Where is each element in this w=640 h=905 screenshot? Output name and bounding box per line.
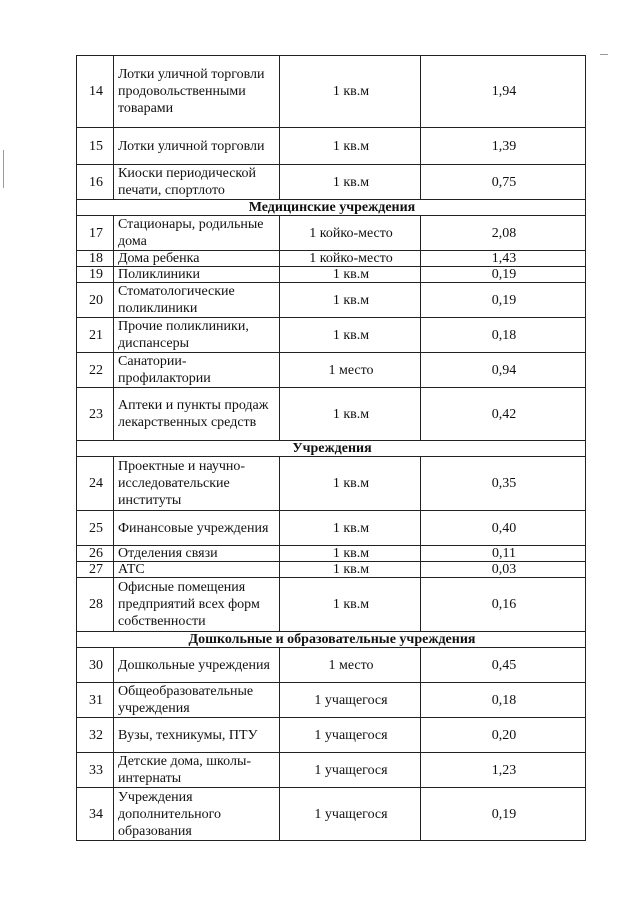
- row-name: Киоски периодической печати, спортлото: [114, 165, 280, 200]
- row-unit: 1 кв.м: [280, 388, 421, 441]
- row-name: Отделения связи: [114, 546, 280, 562]
- row-number: 17: [77, 216, 114, 251]
- row-name: Дома ребенка: [114, 251, 280, 267]
- row-unit: 1 кв.м: [280, 546, 421, 562]
- row-unit: 1 кв.м: [280, 457, 421, 511]
- row-unit: 1 кв.м: [280, 128, 421, 165]
- table-row: [77, 165, 586, 200]
- row-number: 15: [77, 128, 114, 165]
- row-name: АТС: [114, 562, 280, 578]
- row-number: 14: [77, 56, 114, 128]
- row-value: 0,16: [421, 578, 586, 632]
- row-value: 0,18: [421, 683, 586, 718]
- row-number: 18: [77, 251, 114, 267]
- row-unit: 1 учащегося: [280, 683, 421, 718]
- row-value: 0,11: [421, 546, 586, 562]
- row-name: Санатории-профилактории: [114, 353, 280, 388]
- row-number: 25: [77, 511, 114, 546]
- row-unit: 1 кв.м: [280, 165, 421, 200]
- row-value: 1,39: [421, 128, 586, 165]
- row-number: 16: [77, 165, 114, 200]
- section-title: Учреждения: [77, 441, 586, 457]
- table-row: [77, 251, 586, 267]
- row-value: 0,35: [421, 457, 586, 511]
- row-name: Прочие поликлиники, диспансеры: [114, 318, 280, 353]
- table-row: [77, 578, 586, 632]
- row-value: 1,43: [421, 251, 586, 267]
- row-value: 0,19: [421, 267, 586, 283]
- row-unit: 1 кв.м: [280, 267, 421, 283]
- row-name: Финансовые учреждения: [114, 511, 280, 546]
- row-value: 0,75: [421, 165, 586, 200]
- row-name: Офисные помещения предприятий всех форм собственности: [114, 578, 280, 632]
- table-row: [77, 546, 586, 562]
- row-value: 0,45: [421, 648, 586, 683]
- row-unit: 1 кв.м: [280, 56, 421, 128]
- table-row: [77, 216, 586, 251]
- row-name: Поликлиники: [114, 267, 280, 283]
- row-value: 0,03: [421, 562, 586, 578]
- row-name: Лотки уличной торговли продовольственными товарами: [114, 56, 280, 128]
- scan-margin-mark: [3, 150, 4, 188]
- row-value: 1,23: [421, 753, 586, 788]
- row-number: 21: [77, 318, 114, 353]
- tariff-table: [76, 55, 586, 841]
- row-value: 0,19: [421, 788, 586, 841]
- row-name: Проектные и научно-исследовательские институты: [114, 457, 280, 511]
- table-row: [77, 267, 586, 283]
- table-row: [77, 718, 586, 753]
- table-row: [77, 318, 586, 353]
- row-name: Вузы, техникумы, ПТУ: [114, 718, 280, 753]
- row-value: 0,42: [421, 388, 586, 441]
- row-unit: 1 место: [280, 648, 421, 683]
- row-value: 0,18: [421, 318, 586, 353]
- row-unit: 1 учащегося: [280, 788, 421, 841]
- row-number: 30: [77, 648, 114, 683]
- table-row: [77, 511, 586, 546]
- row-value: 0,19: [421, 283, 586, 318]
- table-row: [77, 648, 586, 683]
- row-value: 0,40: [421, 511, 586, 546]
- row-number: 31: [77, 683, 114, 718]
- table-row: [77, 56, 586, 128]
- row-unit: 1 кв.м: [280, 318, 421, 353]
- row-unit: 1 кв.м: [280, 283, 421, 318]
- row-name: Стационары, родильные дома: [114, 216, 280, 251]
- section-title: Медицинские учреждения: [77, 200, 586, 216]
- row-number: 20: [77, 283, 114, 318]
- row-unit: 1 учащегося: [280, 718, 421, 753]
- table-row: [77, 753, 586, 788]
- row-unit: 1 койко-место: [280, 251, 421, 267]
- table-row: [77, 457, 586, 511]
- row-number: 34: [77, 788, 114, 841]
- row-number: 19: [77, 267, 114, 283]
- row-unit: 1 кв.м: [280, 578, 421, 632]
- table-row: [77, 283, 586, 318]
- row-value: 0,94: [421, 353, 586, 388]
- table-row: [77, 388, 586, 441]
- row-unit: 1 учащегося: [280, 753, 421, 788]
- section-title: Дошкольные и образовательные учреждения: [77, 632, 586, 648]
- row-number: 28: [77, 578, 114, 632]
- scan-margin-mark: [600, 54, 608, 55]
- row-value: 2,08: [421, 216, 586, 251]
- row-number: 33: [77, 753, 114, 788]
- row-unit: 1 кв.м: [280, 562, 421, 578]
- row-number: 24: [77, 457, 114, 511]
- row-unit: 1 койко-место: [280, 216, 421, 251]
- row-name: Детские дома, школы-интернаты: [114, 753, 280, 788]
- table-row: [77, 788, 586, 841]
- table-row: [77, 128, 586, 165]
- section-header-row: [77, 632, 586, 648]
- table-row: [77, 562, 586, 578]
- row-unit: 1 место: [280, 353, 421, 388]
- row-name: Учреждения дополнительного образования: [114, 788, 280, 841]
- row-name: Лотки уличной торговли: [114, 128, 280, 165]
- row-unit: 1 кв.м: [280, 511, 421, 546]
- table-row: [77, 353, 586, 388]
- row-value: 0,20: [421, 718, 586, 753]
- table-row: [77, 683, 586, 718]
- row-number: 32: [77, 718, 114, 753]
- row-number: 22: [77, 353, 114, 388]
- row-value: 1,94: [421, 56, 586, 128]
- row-name: Общеобразовательные учреждения: [114, 683, 280, 718]
- row-number: 27: [77, 562, 114, 578]
- row-name: Аптеки и пункты продаж лекарственных средств: [114, 388, 280, 441]
- row-number: 23: [77, 388, 114, 441]
- row-name: Стоматологические поликлиники: [114, 283, 280, 318]
- section-header-row: [77, 441, 586, 457]
- section-header-row: [77, 200, 586, 216]
- row-number: 26: [77, 546, 114, 562]
- row-name: Дошкольные учреждения: [114, 648, 280, 683]
